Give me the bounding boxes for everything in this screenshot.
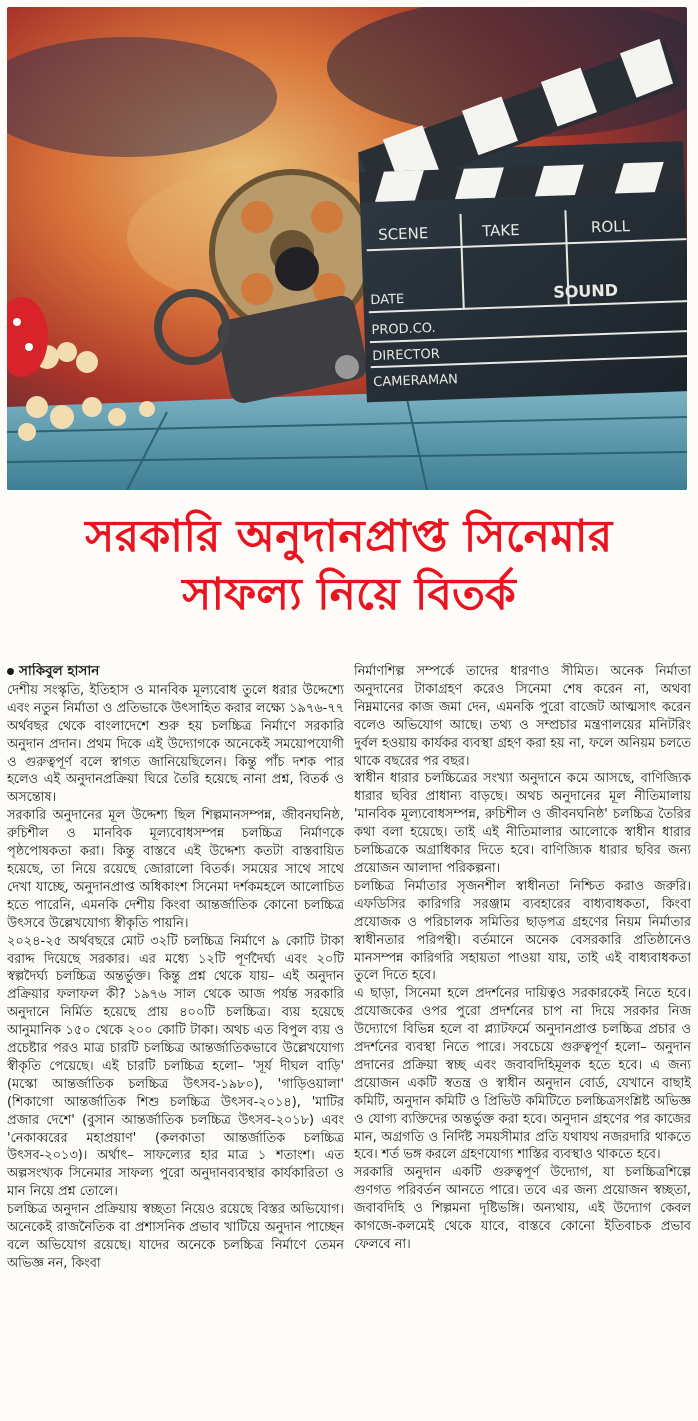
clapper-scene-label: SCENE <box>377 224 429 244</box>
paragraph: সরকারি অনুদানের মূল উদ্দেশ্য ছিল শিল্পমানসম্পন্ন, জীবনঘনিষ্ঠ, রুচিশীল ও মানবিক মূল্যবোধসম্পন্ন চলচ্চিত্র নির্মাণকে পৃষ্ঠপোষকতা করা। কিন্তু বাস্তবে এই উদ্দেশ্য কতটা বাস্তবায়িত হয়েছে, তা নিয়ে রয়েছে জোরালো বিতর্ক। সময়ের সাথে সাথে দেখা যাচ্ছে, অনুদানপ্রাপ্ত অধিকাংশ সিনেমা দর্শকমহলে আলোচিত হতে পারেনি, এমনকি দেশীয় কিংবা আন্তর্জাতিক কোনো চলচ্চিত্র উৎসবে উল্লেখযোগ্য স্বীকৃতি পায়নি। <box>7 808 344 931</box>
headline-line-2: সাফল্য নিয়ে বিতর্ক <box>182 569 516 620</box>
paragraph: এ ছাড়া, সিনেমা হলে প্রদর্শনের দায়িত্বও সরকারকেই নিতে হবে। প্রযোজকের ওপর পুরো প্রদর্শনের চাপ না দিয়ে সরকার নিজ উদ্যোগে বিভিন্ন হলে বা প্ল্যাটফর্মে অনুদানপ্রাপ্ত চলচ্চিত্র প্রচার ও প্রদর্শনের ব্যবস্থা নিতে পারে। সবচেয়ে গুরুত্বপূর্ণ হলো– অনুদান প্রদানের প্রক্রিয়া স্বচ্ছ এবং জবাবদিহিমূলক হতে হবে। এ জন্য প্রয়োজন একটি স্বতন্ত্র ও স্বাধীন অনুদান বোর্ড, যেখানে বাছাই কমিটি, অনুদান কমিটি ও প্রিভিউ কমিটিতে চলচ্চিত্রসংশ্লিষ্ট অভিজ্ঞ ও যোগ্য ব্যক্তিদের অন্তর্ভুক্ত করা হবে। অনুদান গ্রহণের পর কাজের মান, অগ্রগতি ও নির্দিষ্ট সময়সীমার প্রতি যথাযথ নজরদারি থাকতে হবে। শর্ত ভঙ্গ করলে গ্রহণযোগ্য শাস্তির ব্যবস্থাও থাকতে হবে। <box>354 986 691 1163</box>
clapper-take-label: TAKE <box>481 220 520 241</box>
article-column-left <box>7 663 344 1415</box>
clapper-director-label: DIRECTOR <box>372 346 440 365</box>
clapper-cameraman-label: CAMERAMAN <box>373 372 459 391</box>
byline <box>7 663 344 681</box>
article-column-right <box>354 663 691 1415</box>
headline-line-1: সরকারি অনুদানপ্রাপ্ত সিনেমার <box>85 511 613 562</box>
bullet-icon <box>7 668 14 675</box>
clapper-sound-label: SOUND <box>552 280 619 302</box>
paragraph: চলচ্চিত্র নির্মাতার সৃজনশীল স্বাধীনতা নিশ্চিত করাও জরুরি। এফডিসির কারিগরি সরঞ্জাম ব্যবহারের বাধ্যবাধকতা, কিংবা প্রযোজক ও পরিচালক সমিতির ছাড়পত্র গ্রহণের নিয়ম নির্মাতার স্বাধীনতার পরিপন্থী। বর্তমানে অনেক বেসরকারি প্রতিষ্ঠানেও মানসম্পন্ন কারিগরি সহায়তা পাওয়া যায়, তাই এই বাধ্যবাধকতা তুলে দিতে হবে। <box>354 878 691 984</box>
clapper-roll-label: ROLL <box>590 217 631 237</box>
paragraph: সরকারি অনুদান একটি গুরুত্বপূর্ণ উদ্যোগ, যা চলচ্চিত্রশিল্পে গুণগত পরিবর্তন আনতে পারে। তবে এর জন্য প্রয়োজন স্বচ্ছতা, জবাবদিহি ও শিল্পমনা দৃষ্টিভঙ্গি। অন্যথায়, এই উদ্যোগ কেবল কাগজে-কলমেই থেকে যাবে, বাস্তবে কোনো ইতিবাচক প্রভাব ফেলবে না। <box>354 1165 691 1252</box>
headline <box>0 508 698 624</box>
hero-image <box>7 7 687 490</box>
paragraph: দেশীয় সংস্কৃতি, ইতিহাস ও মানবিক মূল্যবোধ তুলে ধরার উদ্দেশ্যে এবং নতুন নির্মাতা ও প্রতিভাকে উৎসাহিত করার লক্ষ্যে ১৯৭৬-৭৭ অর্থবছর থেকে বাংলাদেশে শুরু হয় চলচ্চিত্র নির্মাণে সরকারি অনুদান প্রদান। প্রথম দিকে এই উদ্যোগকে অনেকেই সময়োপযোগী ও গুরুত্বপূর্ণ বলে স্বাগত জানিয়েছিলেন। কিন্তু পাঁচ দশক পার হলেও এই অনুদানপ্রক্রিয়া ঘিরে তৈরি হয়েছে নানা প্রশ্ন, বিতর্ক ও অসন্তোষ। <box>7 682 344 806</box>
author-name: সাকিবুল হাসান <box>19 663 100 679</box>
paragraph: চলচ্চিত্র অনুদান প্রক্রিয়ায় স্বচ্ছতা নিয়েও রয়েছে বিস্তর অভিযোগ। অনেকেই রাজনৈতিক বা প্রশাসনিক প্রভাব খাটিয়ে অনুদান পাচ্ছেন বলে অভিযোগ রয়েছে। যাদের অনেকে চলচ্চিত্র নির্মাণে তেমন অভিজ্ঞ নন, কিংবা <box>7 1202 344 1271</box>
film-clapperboard-illustration <box>7 7 687 490</box>
paragraph: ২০২৪-২৫ অর্থবছরে মোট ৩২টি চলচ্চিত্র নির্মাণে ৯ কোটি টাকা বরাদ্দ দিয়েছে সরকার। এর মধ্যে ১২টি পূর্ণদৈর্ঘ্য এবং ২০টি স্বল্পদৈর্ঘ্য চলচ্চিত্র অন্তর্ভুক্ত। কিন্তু প্রশ্ন থেকে যায়– এই অনুদান প্রক্রিয়ার ফলাফল কী? ১৯৭৬ সাল থেকে আজ পর্যন্ত সরকারি অনুদানে নির্মিত হয়েছে প্রায় ৪০০টি চলচ্চিত্র। ব্যয় হয়েছে আনুমানিক ১৫০ থেকে ২০০ কোটি টাকা। অথচ এত বিপুল ব্যয় ও প্রচেষ্টার পরও মাত্র চারটি চলচ্চিত্র আন্তর্জাতিকভাবে উল্লেখযোগ্য স্বীকৃতি পেয়েছে। এই চারটি চলচ্চিত্র হলো– 'সূর্য দীঘল বাড়ি' (মস্কো আন্তর্জাতিক চলচ্চিত্র উৎসব-১৯৮০), 'গাড়িওয়ালা' (শিকাগো আন্তর্জাতিক শিশু চলচ্চিত্র উৎসব-২০১৪), 'মাটির প্রজার দেশে' (বুসান আন্তর্জাতিক চলচ্চিত্র উৎসব-২০১৮) এবং 'নেকাব্বরের মহাপ্রয়াণ' (কলকাতা আন্তর্জাতিক চলচ্চিত্র উৎসব-২০১৩)। অর্থাৎ– সাফল্যের হার মাত্র ১ শতাংশ। এত অল্পসংখ্যক সিনেমার সাফল্য পুরো অনুদানব্যবস্থার কার্যকারিতা ও মান নিয়ে প্রশ্ন তোলে। <box>7 933 344 1200</box>
clapper-prodco-label: PROD.CO. <box>371 320 436 339</box>
paragraph: নির্মাণশিল্প সম্পর্কে তাদের ধারণাও সীমিত। অনেক নির্মাতা অনুদানের টাকাগ্রহণ করেও সিনেমা শেষ করেন না, অথবা নিম্নমানের কাজ জমা দেন, এমনকি পুরো বাজেট আত্মসাৎ করেন বলেও অভিযোগ আছে। তথ্য ও সম্প্রচার মন্ত্রণালয়ের মনিটরিং দুর্বল হওয়ায় কার্যকর ব্যবস্থা গ্রহণ করা হয় না, ফলে অনিয়ম চলতে থাকে বছরের পর বছর। <box>354 664 691 769</box>
article-body <box>7 663 691 1415</box>
clapper-date-label: DATE <box>370 291 405 309</box>
paragraph: স্বাধীন ধারার চলচ্চিত্রের সংখ্যা অনুদানে কমে আসছে, বাণিজ্যিক ধারার ছবির প্রাধান্য বাড়ছে। অথচ অনুদানের মূল নীতিমালায় 'মানবিক মূল্যবোধসম্পন্ন, রুচিশীল ও জীবনঘনিষ্ঠ' চলচ্চিত্র তৈরির কথা বলা হয়েছে। তাই এই নীতিমালার আলোকে স্বাধীন ধারার চলচ্চিত্রকে অগ্রাধিকার দিতে হবে। বাণিজ্যিক ধারার ছবির জন্য প্রয়োজন আলাদা পরিকল্পনা। <box>354 771 691 876</box>
